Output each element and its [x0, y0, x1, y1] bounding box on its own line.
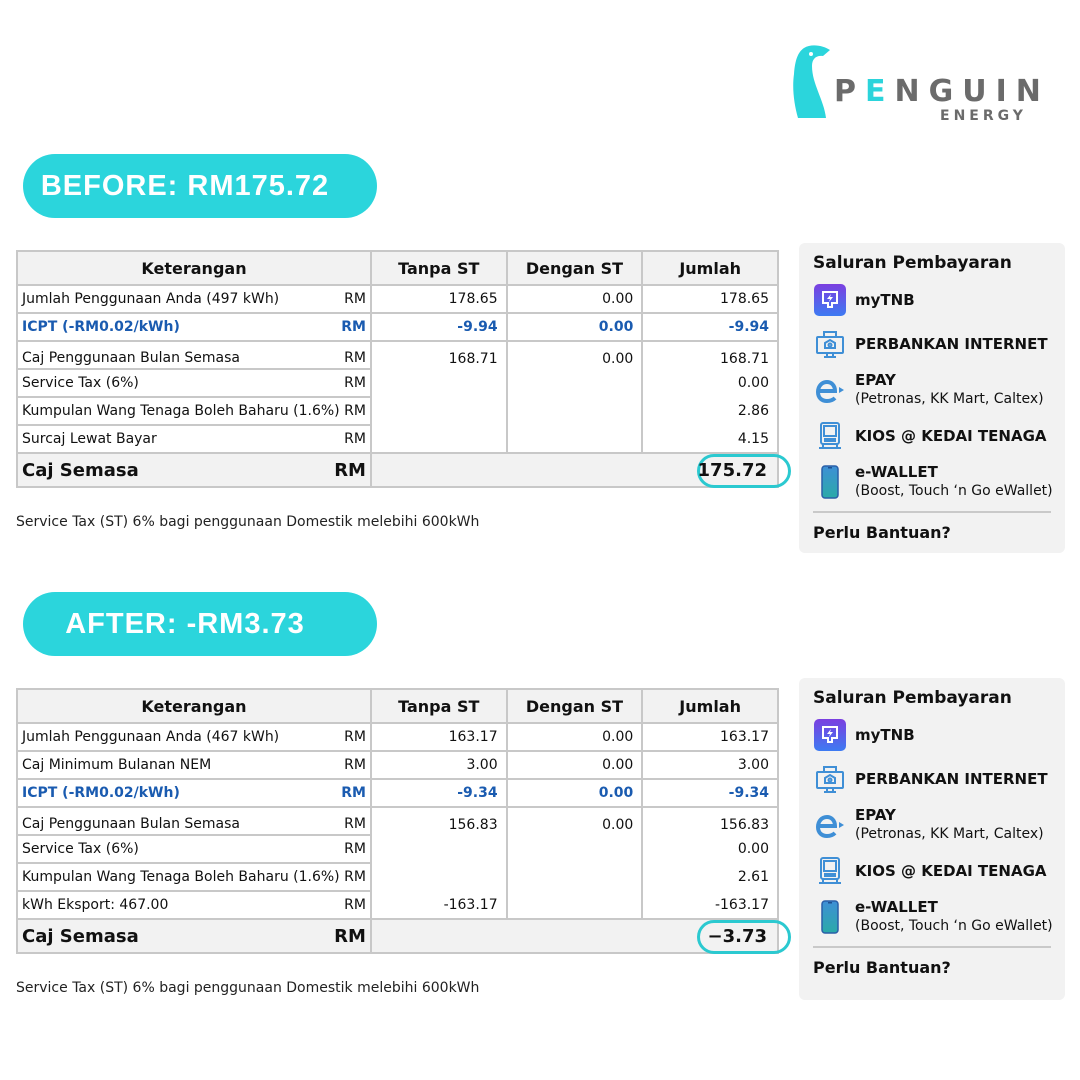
channel-label: KIOS @ KEDAI TENAGA [855, 426, 1047, 445]
channel-label: myTNB [855, 725, 915, 744]
payment-channel-epay[interactable] [813, 806, 1051, 844]
smartphone-icon [813, 465, 847, 499]
cell-dengan: 0.00 [507, 779, 643, 807]
row-unit: RM [341, 319, 366, 335]
cell-tanpa: 156.83 [371, 807, 507, 835]
table-row-icpt [17, 779, 778, 807]
table-header-row [17, 689, 778, 723]
cell-tanpa: -9.34 [371, 779, 507, 807]
before-banner: BEFORE: RM175.72 [23, 154, 377, 218]
row-desc: Caj Minimum Bulanan NEM [22, 757, 212, 773]
header-keterangan: Keterangan [17, 251, 371, 285]
payment-title: Saluran Pembayaran [813, 688, 1012, 708]
cell-jumlah: 0.00 [642, 369, 778, 397]
cell-dengan [507, 369, 643, 397]
cell-dengan [507, 425, 643, 453]
cell-tanpa [371, 835, 507, 863]
header-tanpa-st: Tanpa ST [371, 251, 507, 285]
kiosk-icon [813, 854, 847, 888]
cell-jumlah: 156.83 [642, 807, 778, 835]
smartphone-icon [813, 900, 847, 934]
kiosk-icon [813, 419, 847, 453]
row-desc: Jumlah Penggunaan Anda (497 kWh) [22, 291, 280, 307]
internet-banking-icon [813, 762, 847, 796]
table-header-row [17, 251, 778, 285]
cell-jumlah: 4.15 [642, 425, 778, 453]
cell-dengan [507, 397, 643, 425]
cell-jumlah: 3.00 [642, 751, 778, 779]
table-row [17, 425, 778, 453]
payment-channel-kiosk[interactable] [813, 419, 1051, 453]
cell-dengan: 0.00 [507, 723, 643, 751]
internet-banking-icon [813, 327, 847, 361]
row-desc: Surcaj Lewat Bayar [22, 431, 157, 447]
header-tanpa-st: Tanpa ST [371, 689, 507, 723]
row-unit: RM [344, 897, 366, 913]
help-link[interactable]: Perlu Bantuan? [813, 523, 951, 542]
table-row [17, 807, 778, 835]
penguin-icon [790, 44, 834, 120]
penguin-energy-logo [790, 44, 1050, 134]
cell-dengan: 0.00 [507, 285, 643, 313]
cell-tanpa [371, 863, 507, 891]
row-desc: ICPT (-RM0.02/kWh) [22, 785, 180, 801]
cell-tanpa: -9.94 [371, 313, 507, 341]
after-bill-table [16, 688, 779, 954]
row-desc: Caj Penggunaan Bulan Semasa [22, 816, 240, 832]
table-row-icpt [17, 313, 778, 341]
brand-wordmark: PENGUIN [834, 74, 1050, 109]
service-tax-note: Service Tax (ST) 6% bagi penggunaan Domestik melebihi 600kWh [16, 980, 480, 996]
help-link[interactable]: Perlu Bantuan? [813, 958, 951, 977]
total-row [17, 453, 778, 487]
row-unit: RM [341, 785, 366, 801]
total-label: Caj Semasa [22, 459, 139, 481]
table-row [17, 891, 778, 919]
after-banner: AFTER: -RM3.73 [23, 592, 377, 656]
row-unit: RM [344, 291, 366, 307]
total-value: 175.72 [697, 459, 767, 481]
epay-icon [813, 373, 847, 407]
channel-label: EPAY [855, 806, 896, 824]
payment-channel-internet-banking[interactable] [813, 762, 1051, 796]
row-desc: Jumlah Penggunaan Anda (467 kWh) [22, 729, 280, 745]
epay-icon [813, 808, 847, 842]
table-row [17, 723, 778, 751]
channel-label: myTNB [855, 290, 915, 309]
payment-channel-mytnb[interactable] [813, 283, 1051, 317]
cell-tanpa [371, 425, 507, 453]
row-desc: Kumpulan Wang Tenaga Boleh Baharu (1.6%) [22, 403, 340, 419]
divider [813, 511, 1051, 513]
cell-jumlah: 178.65 [642, 285, 778, 313]
payment-channel-ewallet[interactable] [813, 463, 1051, 501]
cell-tanpa: 178.65 [371, 285, 507, 313]
cell-dengan: 0.00 [507, 313, 643, 341]
channel-sub: (Boost, Touch ‘n Go eWallet) [855, 918, 1053, 934]
cell-tanpa: 3.00 [371, 751, 507, 779]
channel-label: e-WALLET [855, 463, 938, 481]
row-unit: RM [344, 757, 366, 773]
row-desc: Service Tax (6%) [22, 841, 139, 857]
channel-label: KIOS @ KEDAI TENAGA [855, 861, 1047, 880]
header-dengan-st: Dengan ST [507, 689, 643, 723]
payment-channel-kiosk[interactable] [813, 854, 1051, 888]
row-desc: kWh Eksport: 467.00 [22, 897, 169, 913]
cell-jumlah: 2.86 [642, 397, 778, 425]
service-tax-note: Service Tax (ST) 6% bagi penggunaan Domestik melebihi 600kWh [16, 514, 480, 530]
table-row [17, 835, 778, 863]
row-desc: ICPT (-RM0.02/kWh) [22, 319, 180, 335]
cell-dengan: 0.00 [507, 341, 643, 369]
cell-jumlah: -163.17 [642, 891, 778, 919]
row-unit: RM [344, 431, 366, 447]
total-row [17, 919, 778, 953]
row-unit: RM [344, 350, 366, 366]
row-desc: Caj Penggunaan Bulan Semasa [22, 350, 240, 366]
table-row [17, 285, 778, 313]
channel-label: EPAY [855, 371, 896, 389]
cell-jumlah: 2.61 [642, 863, 778, 891]
channel-label: e-WALLET [855, 898, 938, 916]
cell-dengan: 0.00 [507, 751, 643, 779]
payment-channel-internet-banking[interactable] [813, 327, 1051, 361]
mytnb-app-icon [813, 718, 847, 752]
row-unit: RM [344, 729, 366, 745]
total-label: Caj Semasa [22, 925, 139, 947]
row-desc: Service Tax (6%) [22, 375, 139, 391]
payment-channel-mytnb[interactable] [813, 718, 1051, 752]
row-unit: RM [344, 403, 366, 419]
brand-subtitle: ENERGY [940, 108, 1027, 124]
divider [813, 946, 1051, 948]
cell-jumlah: -9.34 [642, 779, 778, 807]
row-unit: RM [344, 375, 366, 391]
cell-tanpa [371, 397, 507, 425]
cell-jumlah: 168.71 [642, 341, 778, 369]
cell-dengan [507, 891, 643, 919]
cell-dengan [507, 835, 643, 863]
header-keterangan: Keterangan [17, 689, 371, 723]
total-unit: RM [334, 925, 366, 947]
total-value: −3.73 [707, 925, 767, 947]
table-row [17, 369, 778, 397]
payment-channels-panel [799, 678, 1065, 1000]
row-unit: RM [344, 869, 366, 885]
payment-channel-epay[interactable] [813, 371, 1051, 409]
header-jumlah: Jumlah [642, 689, 778, 723]
cell-jumlah: 0.00 [642, 835, 778, 863]
header-jumlah: Jumlah [642, 251, 778, 285]
cell-dengan [507, 863, 643, 891]
channel-sub: (Boost, Touch ‘n Go eWallet) [855, 483, 1053, 499]
cell-dengan: 0.00 [507, 807, 643, 835]
mytnb-app-icon [813, 283, 847, 317]
table-row [17, 863, 778, 891]
table-row [17, 751, 778, 779]
channel-label: PERBANKAN INTERNET [855, 334, 1048, 353]
before-bill-table [16, 250, 779, 488]
cell-tanpa: -163.17 [371, 891, 507, 919]
header-dengan-st: Dengan ST [507, 251, 643, 285]
row-unit: RM [344, 816, 366, 832]
channel-sub: (Petronas, KK Mart, Caltex) [855, 391, 1044, 407]
channel-sub: (Petronas, KK Mart, Caltex) [855, 826, 1044, 842]
cell-tanpa: 168.71 [371, 341, 507, 369]
payment-title: Saluran Pembayaran [813, 253, 1012, 273]
row-desc: Kumpulan Wang Tenaga Boleh Baharu (1.6%) [22, 869, 340, 885]
cell-tanpa [371, 369, 507, 397]
channel-label: PERBANKAN INTERNET [855, 769, 1048, 788]
payment-channels-panel [799, 243, 1065, 553]
table-row [17, 341, 778, 369]
payment-channel-ewallet[interactable] [813, 898, 1051, 936]
cell-tanpa: 163.17 [371, 723, 507, 751]
row-unit: RM [344, 841, 366, 857]
total-unit: RM [334, 459, 366, 481]
table-row [17, 397, 778, 425]
cell-jumlah: -9.94 [642, 313, 778, 341]
cell-jumlah: 163.17 [642, 723, 778, 751]
